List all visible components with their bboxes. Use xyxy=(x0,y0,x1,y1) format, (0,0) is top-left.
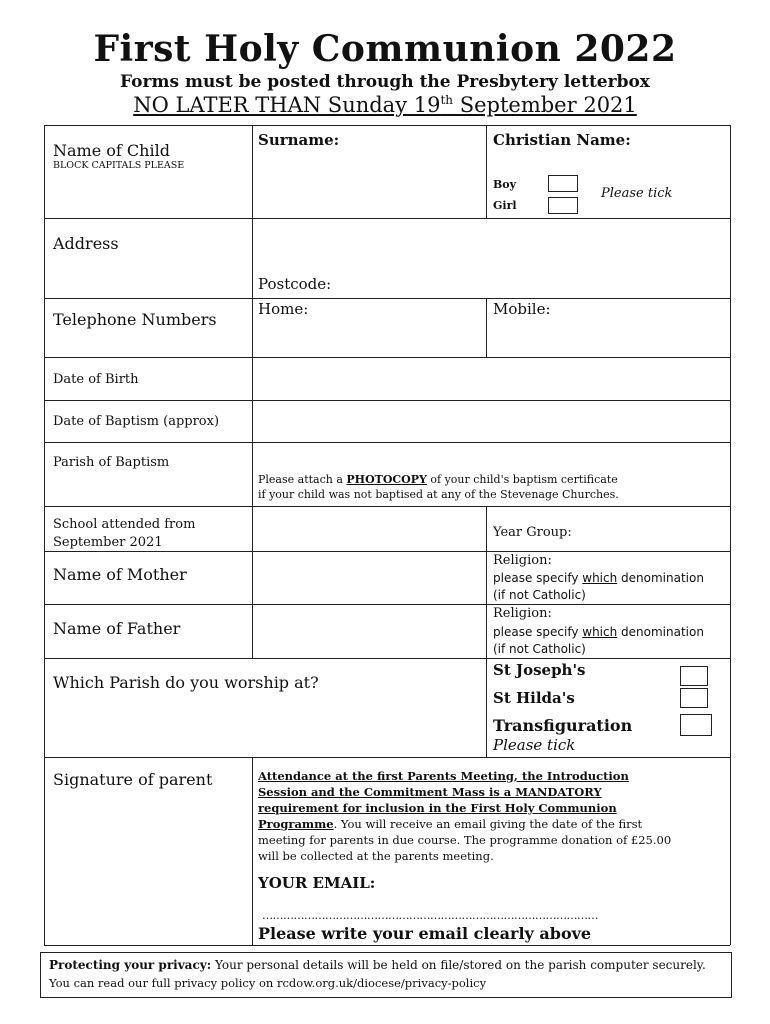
girl-checkbox[interactable] xyxy=(548,197,578,214)
school-label: School attended from xyxy=(53,517,196,532)
child-name-label: Name of Child xyxy=(53,141,170,160)
father-religion-label: Religion: xyxy=(493,606,552,621)
privacy-text: Your personal details will be held on file/stored on the parish computer securely. xyxy=(211,958,706,972)
worship-parish-label: Which Parish do you worship at? xyxy=(53,673,319,692)
year-group-label: Year Group: xyxy=(493,525,572,540)
father-name-label: Name of Father xyxy=(53,619,181,638)
baptism-date-label: Date of Baptism (approx) xyxy=(53,414,220,429)
surname-label: Surname: xyxy=(258,131,340,149)
christian-name-label: Christian Name: xyxy=(493,131,631,149)
telephone-label: Telephone Numbers xyxy=(53,310,217,329)
st-josephs-checkbox[interactable] xyxy=(680,666,708,686)
address-label: Address xyxy=(53,234,119,253)
school-label-line2: September 2021 xyxy=(53,535,163,550)
block-capitals-note: BLOCK CAPITALS PLEASE xyxy=(53,160,185,171)
mother-religion-label: Religion: xyxy=(493,553,552,568)
father-not-catholic-note: (if not Catholic) xyxy=(493,642,586,656)
email-instruction: Please write your email clearly above xyxy=(258,924,592,943)
photocopy-note-line2: if your child was not baptised at any of the Stevenage Churches. xyxy=(258,488,619,501)
baptism-parish-label: Parish of Baptism xyxy=(53,455,170,470)
boy-checkbox[interactable] xyxy=(548,175,578,192)
transfiguration-checkbox[interactable] xyxy=(680,714,712,736)
posting-instructions: Forms must be posted through the Presbytery letterbox xyxy=(120,72,650,92)
girl-label: Girl xyxy=(493,199,517,212)
privacy-policy-link-text: You can read our full privacy policy on rcdow.org.uk/diocese/privacy-policy xyxy=(49,976,487,990)
mobile-phone-label: Mobile: xyxy=(493,300,551,318)
mother-name-label: Name of Mother xyxy=(53,565,187,584)
postcode-label: Postcode: xyxy=(258,275,332,293)
option-st-hildas-label: St Hilda's xyxy=(493,689,575,707)
email-label: YOUR EMAIL: xyxy=(258,874,376,892)
mother-not-catholic-note: (if not Catholic) xyxy=(493,588,586,602)
parish-tick-note: Please tick xyxy=(493,736,576,754)
page-title: First Holy Communion 2022 xyxy=(93,28,677,70)
dob-label: Date of Birth xyxy=(53,372,139,387)
option-st-josephs-label: St Joseph's xyxy=(493,661,586,679)
privacy-notice xyxy=(40,952,732,998)
father-denomination-note: please specify which denomination xyxy=(493,625,704,639)
home-phone-label: Home: xyxy=(258,300,309,318)
boy-label: Boy xyxy=(493,178,517,191)
deadline: NO LATER THAN Sunday 19th September 2021 xyxy=(133,93,637,117)
photocopy-note: Please attach a PHOTOCOPY of your child's baptism certificate xyxy=(258,473,618,486)
privacy-heading: Protecting your privacy: xyxy=(49,958,212,972)
email-field[interactable]: …………………………………………………………………………………… xyxy=(262,909,598,922)
gender-tick-note: Please tick xyxy=(601,186,673,201)
signature-label: Signature of parent xyxy=(53,770,213,789)
st-hildas-checkbox[interactable] xyxy=(680,688,708,708)
mandatory-attendance-text: Attendance at the first Parents Meeting, the Introduction Session and the Commitment Mass is a MANDATORY requirement for inclusion in the First Holy Communion Programme. You will receive an email giving the date of the first meeting for parents in due course. The programme donation of £25.00 will be collected at the parents meeting. xyxy=(258,769,672,863)
option-transfiguration-label: Transfiguration xyxy=(493,716,633,735)
mother-denomination-note: please specify which denomination xyxy=(493,571,704,585)
